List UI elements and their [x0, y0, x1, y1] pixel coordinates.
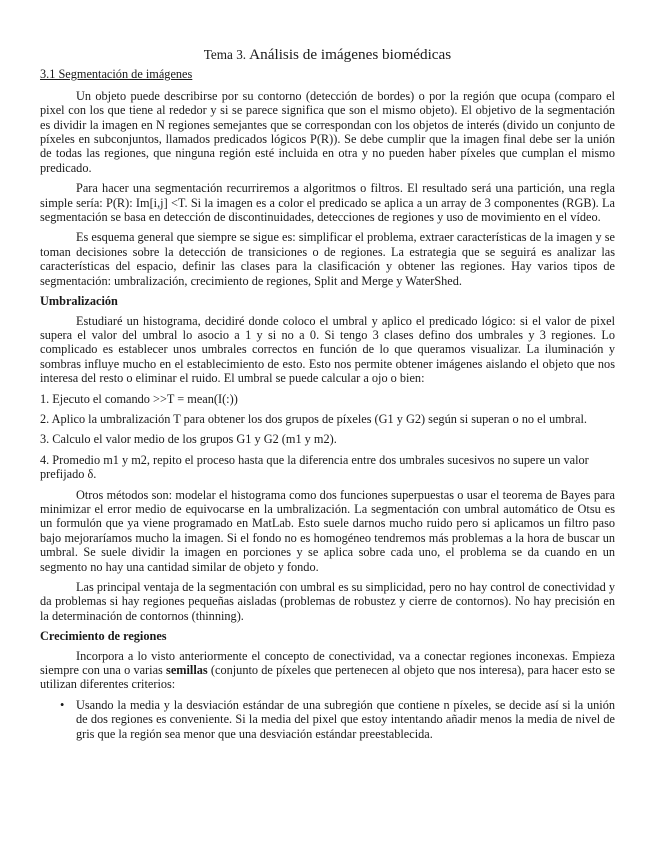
crecimiento-text-b: (conjunto de píxeles que pertenecen al objeto que nos interesa), para hacer esto se utilizan diferentes criterios:: [40, 663, 615, 692]
page-title: [40, 48, 615, 62]
paragraph-umbralizacion: Estudiaré un histograma, decidiré donde coloco el umbral y aplico el predicado lógico: si el valor de pixel supera el valor del umbral lo asocio a 1 y si no a 0. Si tengo 3 clases defino dos umbrales y 3 regiones. Lo complicado es establecer unos umbrales correctos en función de lo que queramos visualizar. La iluminación y sombras influye mucho en el establecimiento de esto. Esto nos permite obtener imágenes aislando el objeto que nos interesa del resto o eliminar el ruido. El umbral se puede calcular a ojo o bien:: [40, 313, 615, 386]
step-2: 2. Aplico la umbralización T para obtener los dos grupos de píxeles (G1 y G2) según si superan o no el umbral.: [40, 411, 587, 426]
step-3: 3. Calculo el valor medio de los grupos G1 y G2 (m1 y m2).: [40, 432, 337, 447]
crecimiento-text-a: Incorpora a lo visto anteriormente el concepto de conectividad, va a conectar regiones inconexas. Empieza siempre con una o varias: [40, 648, 615, 678]
paragraph-general-scheme: Es esquema general que siempre se sigue es: simplificar el problema, extraer características de la imagen y se toman decisiones sobre la detección de transiciones o de regiones. La estrategia que se seguirá es analizar las características del espacio, definir las clases para la clasificación y obtener las regiones. Hay varios tipos de segmentación: umbralización, crecimiento de regiones, Split and Merge y WaterShed.: [40, 230, 615, 288]
list-item: [40, 698, 615, 741]
criteria-list: [40, 698, 615, 741]
paragraph-advantages: Las principal ventaja de la segmentación con umbral es su simplicidad, pero no hay control de conectividad y da problemas si hay regiones pequeñas aisladas (problemas de robustez y cierre de contornos). No hay precisión en la determinación de contornos (thinning).: [40, 580, 615, 623]
step-4: 4. Promedio m1 y m2, repito el proceso hasta que la diferencia entre dos umbrales sucesivos no supere un valor prefijado δ.: [40, 452, 589, 482]
step-1: 1. Ejecuto el comando >>T = mean(I(:)): [40, 391, 238, 406]
paragraph-segmentation: Para hacer una segmentación recurriremos a algoritmos o filtros. El resultado será una partición, una regla simple sería: P(R): Im[i,j] <T. Si la imagen es a color el predicado se aplica a un array de 3 componentes (RGB). La segmentación se basa en detección de discontinuidades, detecciones de regiones y uso de movimiento en el vídeo.: [40, 181, 615, 225]
paragraph-other-methods: Otros métodos son: modelar el histograma como dos funciones superpuestas o usar el teorema de Bayes para minimizar el error medio de equivocarse en la umbralización. La segmentación con umbral automático de Otsu es un formulón que ya viene programado en MatLab. Esto suele darnos mucho ruido pero si aplicamos un filtro paso bajo mejoraríamos mucho la imagen. Si el fondo no es homogéneo tendremos más problemas a la hora de buscar un umbral. Se suele dividir la imagen en porciones y se aplica sobre cada uno, el problema se da cuando en un segmento no hay una cantidad similar de objeto y fondo.: [40, 487, 615, 574]
subheading-crecimiento: Crecimiento de regiones: [40, 629, 167, 644]
crecimiento-bold-term: semillas: [166, 663, 208, 678]
paragraph-intro: Un objeto puede describirse por su contorno (detección de bordes) o por la región que ocupa (comparo el pixel con los que tiene al rededor y si se parece significa que son el mismo objeto). El objetivo de la segmentación es dividir la imagen en N regiones semejantes que se correspondan con los objetos de interés (divido un conjunto de píxeles en subconjuntos, llamados predicados lógicos P(R)). Se debe cumplir que la imagen final debe ser la unión de todas las regiones, que ninguna región esté incluida en otra y no pueden haber píxeles que cumplan el mismo predicado.: [40, 88, 615, 175]
title-prefix: Tema 3.: [203, 47, 247, 62]
title-main: Análisis de imágenes biomédicas: [249, 46, 452, 63]
subheading-umbralizacion: Umbralización: [40, 294, 118, 309]
list-item-text: Usando la media y la desviación estándar de una subregión que contiene n píxeles, se decide así si la unión de dos regiones es conveniente. Si la media del pixel que estoy intentando añadir menos la media de nivel de gris que la región sea menor que una desviación estándar preestablecida.: [76, 697, 615, 741]
paragraph-crecimiento: [40, 649, 615, 692]
section-heading: 3.1 Segmentación de imágenes: [40, 67, 193, 82]
bullet-icon: •: [60, 697, 65, 712]
